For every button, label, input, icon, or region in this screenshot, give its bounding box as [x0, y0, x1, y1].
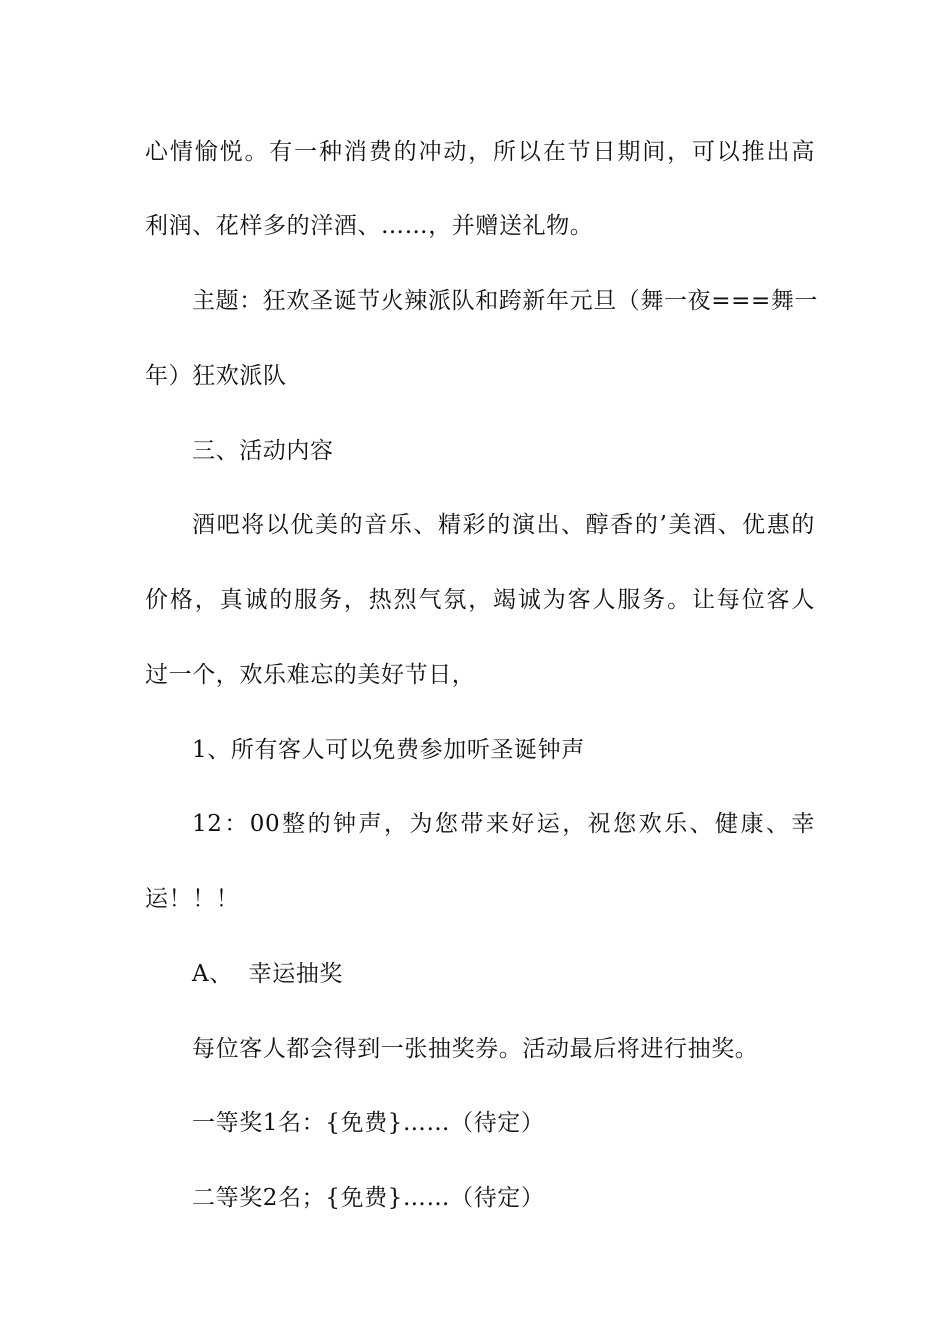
- subsection-heading: A、 幸运抽奖: [192, 961, 344, 987]
- paragraph-line: 每位客人都会得到一张抽奖券。活动最后将进行抽奖。: [192, 1036, 759, 1062]
- paragraph-line: 酒吧将以优美的音乐、精彩的演出、醇香的’美酒、优惠的: [192, 512, 815, 538]
- prize-item: 二等奖2名；{免费}……（待定）: [192, 1185, 545, 1211]
- theme-line: 主题：狂欢圣诞节火辣派队和跨新年元旦（舞一夜===舞一: [192, 288, 819, 314]
- paragraph-line: 运！！！: [145, 886, 240, 912]
- paragraph-line: 心情愉悦。有一种消费的冲动，所以在节日期间，可以推出高: [145, 139, 815, 165]
- theme-line-continued: 年）狂欢派队: [145, 363, 287, 389]
- paragraph-line: 12：00整的钟声，为您带来好运，祝您欢乐、健康、幸: [192, 811, 815, 837]
- paragraph-line: 过一个，欢乐难忘的美好节日，: [145, 662, 476, 688]
- list-item: 1、所有客人可以免费参加听圣诞钟声: [192, 737, 585, 763]
- paragraph-line: 价格，真诚的服务，热烈气氛，竭诚为客人服务。让每位客人: [145, 587, 815, 613]
- paragraph-line: 利润、花样多的洋酒、……，并赠送礼物。: [145, 213, 594, 239]
- prize-item: 一等奖1名：{免费}……（待定）: [192, 1110, 545, 1136]
- section-heading: 三、活动内容: [192, 438, 334, 464]
